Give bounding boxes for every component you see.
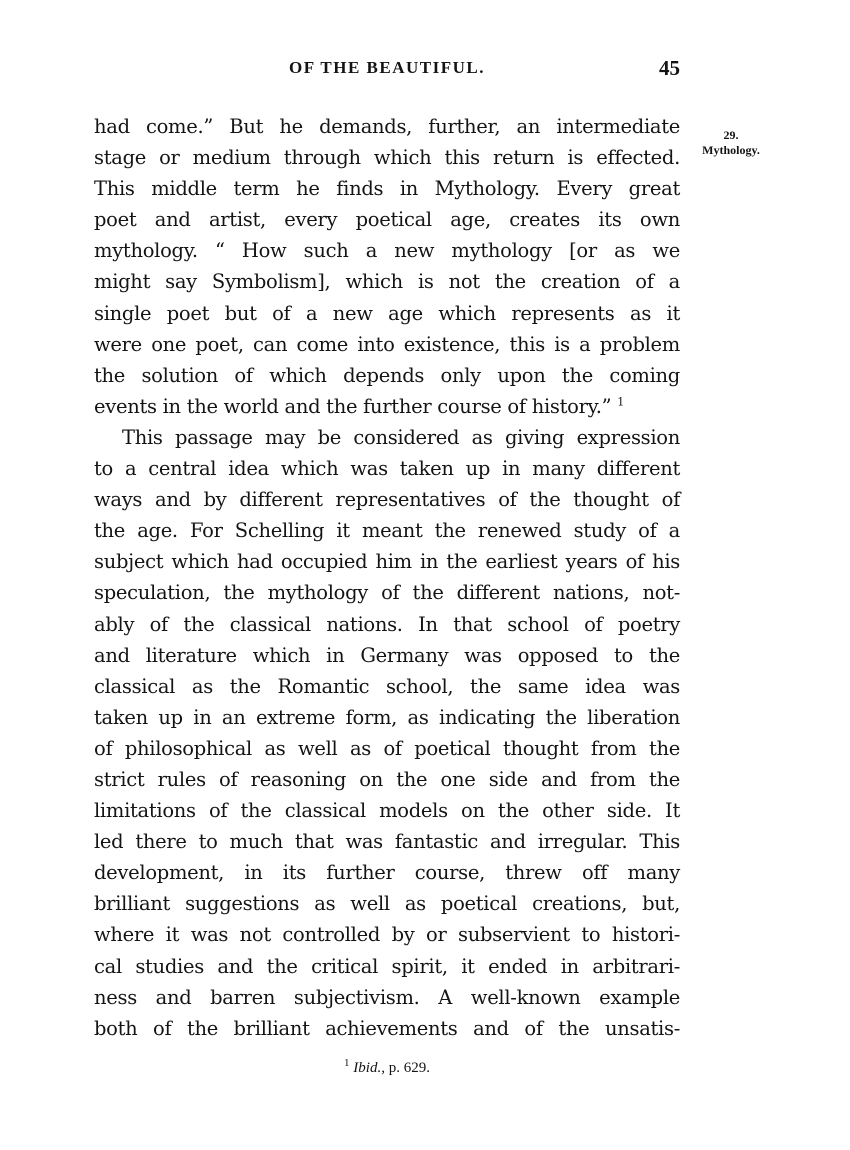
text-line: classical as the Romantic school, the same idea was <box>94 674 680 698</box>
text-line: speculation, the mythology of the different nations, not- <box>94 581 680 605</box>
text-line-content: events in the world and the further course of history.” <box>94 394 612 418</box>
text-line: led there to much that was fantastic and irregular. This <box>94 830 680 854</box>
text-line: had come.” But he demands, further, an intermediate <box>94 115 680 138</box>
footnote <box>94 1057 680 1077</box>
text-line: and literature which in Germany was opposed to the <box>94 643 680 667</box>
text-line: limitations of the classical models on the other side. It <box>94 799 680 823</box>
text-line: ably of the classical nations. In that school of poetry <box>94 612 680 636</box>
text-line: the age. For Schelling it meant the renewed study of a <box>94 519 680 543</box>
body-text <box>94 111 680 1044</box>
text-line: ways and by different representatives of the thought of <box>94 488 680 512</box>
text-line: brilliant suggestions as well as poetical creations, but, <box>94 892 680 916</box>
text-line: mythology. “ How such a new mythology [or as we <box>94 239 680 263</box>
running-title: OF THE BEAUTIFUL. <box>288 58 485 77</box>
footnote-reference: 1 <box>617 395 624 409</box>
margin-note-label: Mythology. <box>702 143 760 157</box>
text-line: strict rules of reasoning on the one side and from the <box>94 767 680 791</box>
text-line: the solution of which depends only upon the coming <box>94 363 680 387</box>
footnote-source: Ibid. <box>353 1060 382 1076</box>
footnote-page-ref: , p. 629. <box>381 1060 430 1076</box>
text-line: stage or medium through which this return is effected. <box>94 146 680 170</box>
text-line: might say Symbolism], which is not the creation of a <box>94 270 680 294</box>
running-head <box>94 58 680 86</box>
text-line: both of the brilliant achievements and of the unsatis- <box>94 1016 680 1040</box>
text-line: taken up in an extreme form, as indicating the liberation <box>94 705 680 729</box>
text-line: to a central idea which was taken up in many different <box>94 457 680 481</box>
text-line: cal studies and the critical spirit, it ended in arbitrari- <box>94 954 680 978</box>
text-line: This passage may be considered as giving expression <box>122 425 680 449</box>
text-line: poet and artist, every poetical age, creates its own <box>94 208 680 232</box>
margin-note-number: 29. <box>723 128 739 142</box>
text-line: were one poet, can come into existence, this is a problem <box>94 332 680 356</box>
text-line: subject which had occupied him in the earliest years of his <box>94 550 680 574</box>
text-line: single poet but of a new age which represents as it <box>94 301 680 325</box>
text-line-last <box>94 391 680 422</box>
text-line: This middle term he finds in Mythology. Every great <box>94 177 680 201</box>
text-line: ness and barren subjectivism. A well-known example <box>94 985 680 1009</box>
text-line: of philosophical as well as of poetical thought from the <box>94 736 680 760</box>
footnote-marker: 1 <box>344 1057 350 1069</box>
paragraph-2 <box>94 422 680 1044</box>
paragraph-1 <box>94 111 680 422</box>
margin-note <box>686 128 776 158</box>
text-line: development, in its further course, threw off many <box>94 861 680 885</box>
text-line: where it was not controlled by or subservient to histori- <box>94 923 680 947</box>
page-number: 45 <box>659 56 680 80</box>
